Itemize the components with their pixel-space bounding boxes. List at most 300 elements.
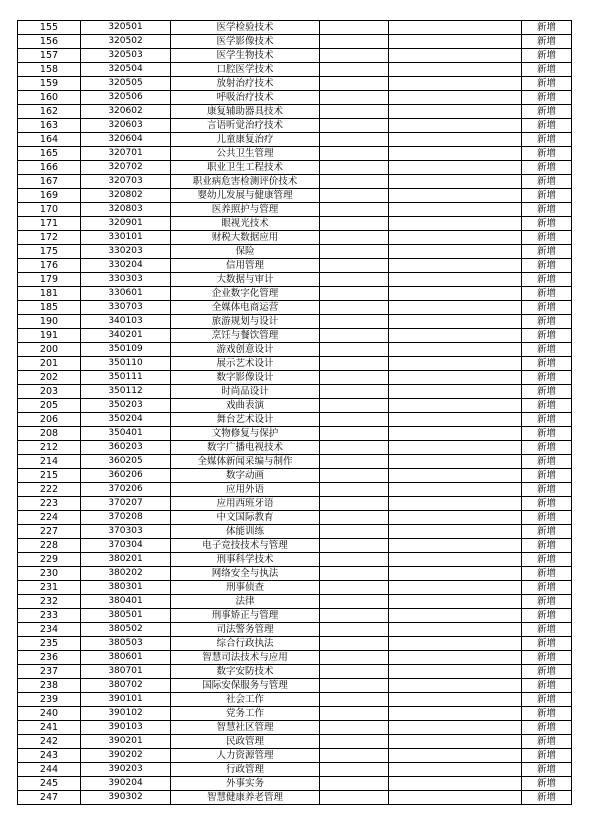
empty-cell [320,329,389,343]
empty-cell [389,63,522,77]
row-number: 234 [18,623,81,637]
status-note: 新增 [522,399,572,413]
row-number: 181 [18,287,81,301]
major-name: 职业病危害检测评价技术 [171,175,320,189]
empty-cell [389,21,522,35]
major-name: 数字安防技术 [171,665,320,679]
table-row [18,189,572,203]
status-note: 新增 [522,539,572,553]
major-name: 信用管理 [171,259,320,273]
status-note: 新增 [522,455,572,469]
status-note: 新增 [522,21,572,35]
empty-cell [320,525,389,539]
major-name: 应用外语 [171,483,320,497]
row-number: 245 [18,777,81,791]
major-name: 医学影像技术 [171,35,320,49]
major-code: 380601 [81,651,171,665]
empty-cell [320,595,389,609]
empty-cell [389,553,522,567]
major-name: 放射治疗技术 [171,77,320,91]
empty-cell [389,245,522,259]
empty-cell [389,539,522,553]
major-name: 数字影像设计 [171,371,320,385]
table-row [18,427,572,441]
empty-cell [389,497,522,511]
major-name: 大数据与审计 [171,273,320,287]
empty-cell [389,231,522,245]
status-note: 新增 [522,273,572,287]
table-row [18,133,572,147]
row-number: 205 [18,399,81,413]
empty-cell [320,553,389,567]
empty-cell [389,609,522,623]
empty-cell [320,455,389,469]
row-number: 164 [18,133,81,147]
major-code: 390103 [81,721,171,735]
row-number: 227 [18,525,81,539]
empty-cell [320,665,389,679]
row-number: 160 [18,91,81,105]
row-number: 162 [18,105,81,119]
status-note: 新增 [522,483,572,497]
row-number: 243 [18,749,81,763]
status-note: 新增 [522,581,572,595]
major-code: 390203 [81,763,171,777]
major-name: 婴幼儿发展与健康管理 [171,189,320,203]
status-note: 新增 [522,623,572,637]
empty-cell [389,651,522,665]
row-number: 201 [18,357,81,371]
major-name: 行政管理 [171,763,320,777]
row-number: 190 [18,315,81,329]
empty-cell [320,637,389,651]
table-row [18,777,572,791]
empty-cell [389,595,522,609]
table-row [18,539,572,553]
major-name: 儿童康复治疗 [171,133,320,147]
empty-cell [320,735,389,749]
empty-cell [389,791,522,805]
empty-cell [389,441,522,455]
major-name: 全媒体新闻采编与制作 [171,455,320,469]
empty-cell [320,707,389,721]
table-row [18,35,572,49]
major-name: 公共卫生管理 [171,147,320,161]
empty-cell [320,399,389,413]
status-note: 新增 [522,469,572,483]
major-code: 390302 [81,791,171,805]
row-number: 156 [18,35,81,49]
table-row [18,119,572,133]
empty-cell [320,343,389,357]
empty-cell [389,315,522,329]
major-code: 340201 [81,329,171,343]
major-code: 390101 [81,693,171,707]
status-note: 新增 [522,133,572,147]
table-row [18,217,572,231]
table-row [18,525,572,539]
row-number: 236 [18,651,81,665]
row-number: 229 [18,553,81,567]
empty-cell [389,175,522,189]
row-number: 242 [18,735,81,749]
empty-cell [389,343,522,357]
major-code: 320803 [81,203,171,217]
table-row [18,245,572,259]
status-note: 新增 [522,315,572,329]
major-code: 390201 [81,735,171,749]
empty-cell [320,91,389,105]
empty-cell [389,133,522,147]
table-row [18,259,572,273]
major-name: 法律 [171,595,320,609]
empty-cell [320,763,389,777]
major-name: 医学检验技术 [171,21,320,35]
table-row [18,735,572,749]
empty-cell [320,497,389,511]
status-note: 新增 [522,329,572,343]
status-note: 新增 [522,609,572,623]
major-code: 380301 [81,581,171,595]
table-row [18,609,572,623]
empty-cell [389,735,522,749]
row-number: 223 [18,497,81,511]
table-row [18,413,572,427]
row-number: 238 [18,679,81,693]
major-code: 330203 [81,245,171,259]
table-row [18,161,572,175]
table-row [18,553,572,567]
table-row [18,511,572,525]
status-note: 新增 [522,203,572,217]
row-number: 172 [18,231,81,245]
major-code: 320505 [81,77,171,91]
empty-cell [389,777,522,791]
status-note: 新增 [522,189,572,203]
table-row [18,175,572,189]
table-row [18,231,572,245]
table-row [18,357,572,371]
empty-cell [389,511,522,525]
empty-cell [320,567,389,581]
table-row [18,679,572,693]
status-note: 新增 [522,161,572,175]
major-name: 电子竞技技术与管理 [171,539,320,553]
empty-cell [389,469,522,483]
empty-cell [389,189,522,203]
empty-cell [389,413,522,427]
table-row [18,105,572,119]
status-note: 新增 [522,721,572,735]
major-name: 文物修复与保护 [171,427,320,441]
status-note: 新增 [522,777,572,791]
empty-cell [389,77,522,91]
major-code: 320604 [81,133,171,147]
major-code: 390102 [81,707,171,721]
major-name: 旅游规划与设计 [171,315,320,329]
major-name: 医养照护与管理 [171,203,320,217]
status-note: 新增 [522,553,572,567]
empty-cell [389,259,522,273]
empty-cell [389,161,522,175]
empty-cell [320,189,389,203]
status-note: 新增 [522,231,572,245]
empty-cell [320,679,389,693]
major-name: 外事实务 [171,777,320,791]
row-number: 175 [18,245,81,259]
status-note: 新增 [522,749,572,763]
major-code: 330601 [81,287,171,301]
major-name: 游戏创意设计 [171,343,320,357]
table-row [18,721,572,735]
row-number: 240 [18,707,81,721]
status-note: 新增 [522,105,572,119]
empty-cell [320,315,389,329]
major-name: 全媒体电商运营 [171,301,320,315]
table-row [18,91,572,105]
status-note: 新增 [522,763,572,777]
empty-cell [389,623,522,637]
status-note: 新增 [522,287,572,301]
empty-cell [320,427,389,441]
status-note: 新增 [522,343,572,357]
major-code: 330703 [81,301,171,315]
status-note: 新增 [522,525,572,539]
major-code: 360205 [81,455,171,469]
major-name: 刑事侦查 [171,581,320,595]
major-name: 党务工作 [171,707,320,721]
table-row [18,287,572,301]
major-code: 380503 [81,637,171,651]
major-name: 烹饪与餐饮管理 [171,329,320,343]
status-note: 新增 [522,665,572,679]
major-name: 国际安保服务与管理 [171,679,320,693]
row-number: 232 [18,595,81,609]
status-note: 新增 [522,427,572,441]
major-code: 320501 [81,21,171,35]
major-name: 财税大数据应用 [171,231,320,245]
table-row [18,21,572,35]
major-name: 呼吸治疗技术 [171,91,320,105]
table-row [18,763,572,777]
major-name: 企业数字化管理 [171,287,320,301]
empty-cell [320,469,389,483]
row-number: 191 [18,329,81,343]
table-row [18,707,572,721]
major-name: 综合行政执法 [171,637,320,651]
major-code: 370206 [81,483,171,497]
status-note: 新增 [522,245,572,259]
empty-cell [320,693,389,707]
empty-cell [389,399,522,413]
empty-cell [320,749,389,763]
row-number: 200 [18,343,81,357]
major-code: 380202 [81,567,171,581]
major-code: 380702 [81,679,171,693]
status-note: 新增 [522,385,572,399]
table-row [18,637,572,651]
table-row [18,301,572,315]
table-row [18,567,572,581]
major-name: 应用西班牙语 [171,497,320,511]
major-code: 350110 [81,357,171,371]
major-name: 职业卫生工程技术 [171,161,320,175]
empty-cell [389,119,522,133]
row-number: 159 [18,77,81,91]
empty-cell [320,35,389,49]
major-name: 人力资源管理 [171,749,320,763]
row-number: 224 [18,511,81,525]
status-note: 新增 [522,441,572,455]
row-number: 241 [18,721,81,735]
major-code: 360203 [81,441,171,455]
empty-cell [320,77,389,91]
table-row [18,791,572,805]
empty-cell [320,147,389,161]
table-row [18,693,572,707]
empty-cell [389,455,522,469]
major-code: 350401 [81,427,171,441]
major-code: 320901 [81,217,171,231]
empty-cell [320,21,389,35]
row-number: 222 [18,483,81,497]
empty-cell [320,231,389,245]
status-note: 新增 [522,63,572,77]
empty-cell [389,567,522,581]
major-code: 380701 [81,665,171,679]
major-name: 言语听觉治疗技术 [171,119,320,133]
major-code: 370303 [81,525,171,539]
empty-cell [320,273,389,287]
table-row [18,483,572,497]
empty-cell [389,357,522,371]
row-number: 176 [18,259,81,273]
empty-cell [389,301,522,315]
empty-cell [389,679,522,693]
empty-cell [320,217,389,231]
status-note: 新增 [522,217,572,231]
row-number: 167 [18,175,81,189]
empty-cell [389,105,522,119]
table-row [18,77,572,91]
empty-cell [389,203,522,217]
empty-cell [320,133,389,147]
empty-cell [320,581,389,595]
empty-cell [320,623,389,637]
empty-cell [389,693,522,707]
row-number: 203 [18,385,81,399]
major-code: 350109 [81,343,171,357]
major-name: 智慧司法技术与应用 [171,651,320,665]
major-name: 数字动画 [171,469,320,483]
major-name: 网络安全与执法 [171,567,320,581]
major-name: 口腔医学技术 [171,63,320,77]
major-code: 340103 [81,315,171,329]
empty-cell [389,427,522,441]
major-name: 舞台艺术设计 [171,413,320,427]
row-number: 237 [18,665,81,679]
major-code: 320703 [81,175,171,189]
row-number: 208 [18,427,81,441]
major-code: 380501 [81,609,171,623]
empty-cell [320,119,389,133]
empty-cell [320,175,389,189]
status-note: 新增 [522,91,572,105]
table-row [18,581,572,595]
major-name: 智慧健康养老管理 [171,791,320,805]
empty-cell [320,245,389,259]
major-code: 390204 [81,777,171,791]
row-number: 230 [18,567,81,581]
status-note: 新增 [522,413,572,427]
major-code: 320504 [81,63,171,77]
empty-cell [389,385,522,399]
empty-cell [389,49,522,63]
table-row [18,343,572,357]
row-number: 212 [18,441,81,455]
row-number: 215 [18,469,81,483]
major-name: 数字广播电视技术 [171,441,320,455]
status-note: 新增 [522,595,572,609]
table-row [18,385,572,399]
status-note: 新增 [522,357,572,371]
empty-cell [320,413,389,427]
empty-cell [389,371,522,385]
major-name: 体能训练 [171,525,320,539]
major-name: 时尚品设计 [171,385,320,399]
status-note: 新增 [522,259,572,273]
empty-cell [320,791,389,805]
major-code: 320802 [81,189,171,203]
table-row [18,399,572,413]
major-name: 医学生物技术 [171,49,320,63]
table-row [18,49,572,63]
major-name: 智慧社区管理 [171,721,320,735]
major-code: 320602 [81,105,171,119]
row-number: 206 [18,413,81,427]
empty-cell [320,385,389,399]
major-code: 330101 [81,231,171,245]
major-code: 320502 [81,35,171,49]
empty-cell [320,203,389,217]
major-name: 眼视光技术 [171,217,320,231]
major-name: 中文国际教育 [171,511,320,525]
empty-cell [389,287,522,301]
table-row [18,147,572,161]
empty-cell [389,91,522,105]
empty-cell [389,665,522,679]
major-name: 保险 [171,245,320,259]
major-code: 380502 [81,623,171,637]
row-number: 214 [18,455,81,469]
table-row [18,455,572,469]
table-row [18,203,572,217]
major-code: 330303 [81,273,171,287]
major-code: 320503 [81,49,171,63]
empty-cell [320,777,389,791]
status-note: 新增 [522,77,572,91]
status-note: 新增 [522,707,572,721]
major-name: 刑事科学技术 [171,553,320,567]
empty-cell [320,105,389,119]
row-number: 244 [18,763,81,777]
major-name: 民政管理 [171,735,320,749]
empty-cell [320,287,389,301]
empty-cell [389,147,522,161]
table-row [18,371,572,385]
row-number: 179 [18,273,81,287]
empty-cell [320,511,389,525]
